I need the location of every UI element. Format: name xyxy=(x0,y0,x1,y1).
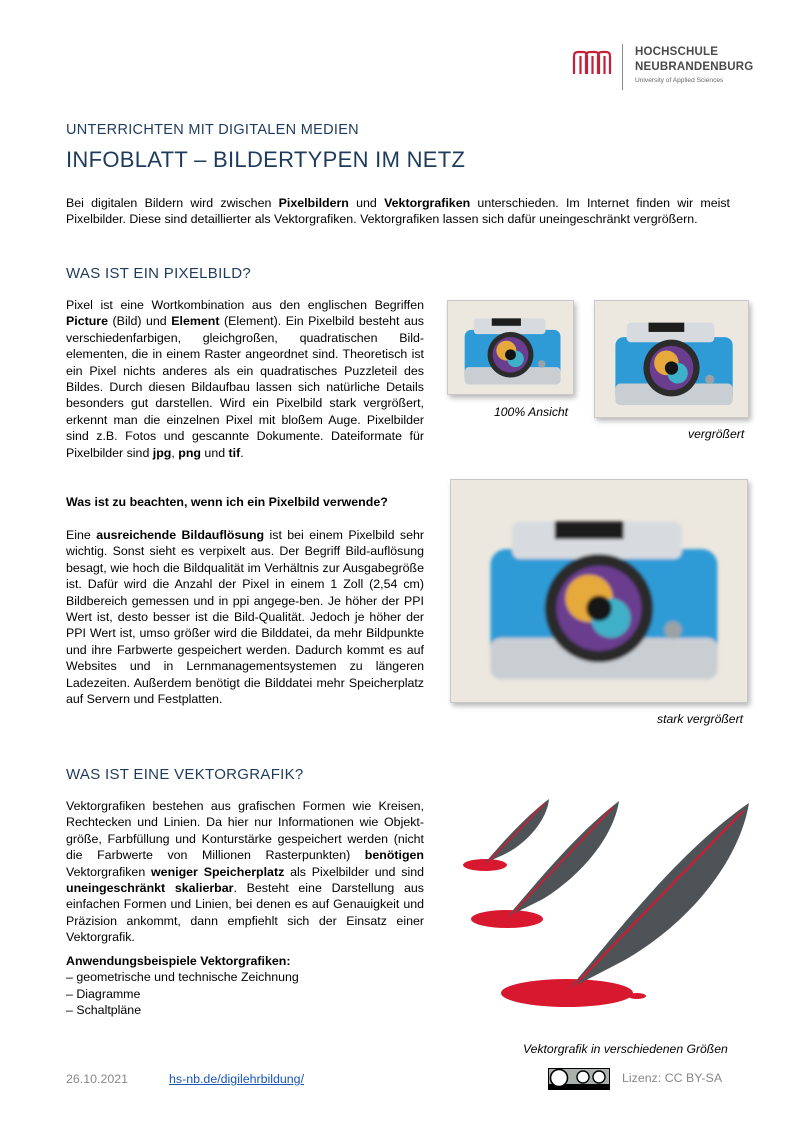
logo-text-line1: HOCHSCHULE xyxy=(635,46,719,58)
logo-divider xyxy=(622,44,623,90)
caption-vector: Vektorgrafik in verschiedenen Größen xyxy=(523,1042,728,1056)
section-heading-vector: WAS IST EINE VEKTORGRAFIK? xyxy=(66,766,304,783)
caption-large: stark vergrößert xyxy=(657,712,744,726)
section-heading-pixel: WAS IST EIN PIXELBILD? xyxy=(66,265,251,282)
bold-text: ausreichende Bildauflösung xyxy=(96,528,265,542)
bold-text: png xyxy=(178,445,201,460)
logo-text-line3: University of Applied Sciences xyxy=(635,77,724,84)
bold-text: jpg xyxy=(152,445,172,460)
quill-icon xyxy=(463,799,549,871)
intro-paragraph xyxy=(66,195,730,228)
bold-text: Vektorgrafiken xyxy=(384,196,471,210)
examples-block xyxy=(66,953,299,1019)
text-run: , xyxy=(171,445,179,460)
text-run: . xyxy=(240,445,244,460)
bold-text: Element xyxy=(171,314,220,329)
text-run: und xyxy=(200,445,229,460)
pixel-description-paragraph xyxy=(66,297,424,461)
logo-text-line2: NEUBRANDENBURG xyxy=(635,61,754,73)
bold-text: Pixelbildern xyxy=(278,196,349,210)
camera-photo-medium xyxy=(594,300,749,418)
document-subtitle: UNTERRICHTEN MIT DIGITALEN MEDIEN xyxy=(66,122,359,138)
text-run: ist bei einem Pixelbild sehr wichtig. Sonst sieht es verpixelt aus. Der Begriff Bild-auflösung besagt, wie hoch die Bildqualität im Verhältnis zur Ausgabegröße ist. Dafür wird die Anzahl der Pixel in einem 1 Zoll (2,54 cm) Bildbereich gemessen und in ppi angege-ben. Je höher der PPI Wert ist, desto besser ist die Bild-Qualität. Jedoch je höher der PPI Wert ist, umso größer wird die Bilddatei, da mehr Bildpunkte und ihre Farbwerte gespeichert werden. Dadurch kommt es auf Websites und in Lernmanagementsystemen zu längeren Ladezeiten. Außerdem benötigt die Bilddatei mehr Speicherplatz auf Servern und Festplatten. xyxy=(66,528,424,707)
footer-link[interactable]: hs-nb.de/digilehrbildung/ xyxy=(169,1072,305,1086)
resolution-paragraph xyxy=(66,527,424,707)
list-item: – geometrische und technische Zeichnung xyxy=(66,970,299,985)
quill-vector-graphic xyxy=(447,795,752,1010)
text-run: als Pixelbilder und sind xyxy=(284,864,424,879)
cc-by-sa-badge-icon xyxy=(548,1068,610,1090)
list-item: – Diagramme xyxy=(66,986,141,1001)
text-run: Vektorgrafiken xyxy=(66,864,152,879)
license-text: Lizenz: CC BY-SA xyxy=(622,1071,723,1085)
quill-icon xyxy=(501,803,749,1007)
text-run: (Bild) und xyxy=(108,314,172,329)
text-run: Pixel ist eine Wortkombination aus den englischen Begriffen xyxy=(66,298,424,312)
camera-illustration xyxy=(448,301,573,394)
university-logo-icon xyxy=(572,50,612,76)
text-run: unterschieden. Im Internet finden wir meist Pixelbilder. Diese sind detaillierter als Vektorgrafiken. Vektorgrafiken lassen sich dafür uneingeschränkt vergrößern. xyxy=(66,196,730,227)
bold-text: tif xyxy=(228,445,241,460)
document-title: INFOBLATT – BILDERTYPEN IM NETZ xyxy=(66,147,466,172)
text-run: Bei digitalen Bildern wird zwischen xyxy=(66,196,279,210)
text-run: Eine xyxy=(66,528,97,542)
camera-illustration xyxy=(595,301,748,417)
list-item: – Schaltpläne xyxy=(66,1003,142,1018)
examples-heading: Anwendungsbeispiele Vektorgrafiken: xyxy=(66,954,291,968)
vector-description-paragraph xyxy=(66,798,424,946)
footer-date: 26.10.2021 xyxy=(66,1072,129,1086)
university-logo xyxy=(572,44,772,94)
question-heading: Was ist zu beachten, wenn ich ein Pixelbild verwende? xyxy=(66,495,388,509)
text-run: Vektorgrafiken bestehen aus grafischen Formen wie Kreisen, Rechtecken und Linien. Da hier nur Informationen wie Objekt-größe, Farbfüllung und Konturstärke gespeichert werden (nicht die Farbwerte von Millionen Rasterpunkten) xyxy=(66,799,424,863)
bold-text: uneingeschränkt skalierbar xyxy=(66,881,234,896)
camera-illustration xyxy=(451,480,747,702)
text-run: und xyxy=(348,196,385,210)
camera-photo-large xyxy=(450,479,748,703)
camera-photo-small xyxy=(447,300,574,395)
bold-text: Picture xyxy=(66,314,109,329)
text-run: (Element). Ein Pixelbild besteht aus verschiedenfarbigen, gleichgroßen, quadratischen Bild-elementen, die in einem Raster angeordnet sind. Theoretisch ist ein Pixel nichts anderes als ein quadratisches Puzzleteil des Bildes. Durch diesen Bildaufbau lassen sich natürliche Details besonders gut darstellen. Wird ein Pixelbild stark vergrößert, erkennt man die einzelnen Pixel mit bloßem Auge. Pixelbilder sind z.B. Fotos und gescannte Dokumente. Dateiformate für Pixelbilder sind xyxy=(66,314,424,460)
text-run: . Besteht eine Darstellung aus einfachen Formen und Linien, bei denen es auf Genauigkeit und Präzision ankommt, dann empfiehlt sich der Einsatz einer Vektorgrafik. xyxy=(66,881,424,945)
bold-text: benötigen xyxy=(364,848,424,863)
caption-medium: vergrößert xyxy=(688,427,745,441)
caption-small: 100% Ansicht xyxy=(494,405,569,419)
bold-text: weniger Speicherplatz xyxy=(151,864,285,879)
